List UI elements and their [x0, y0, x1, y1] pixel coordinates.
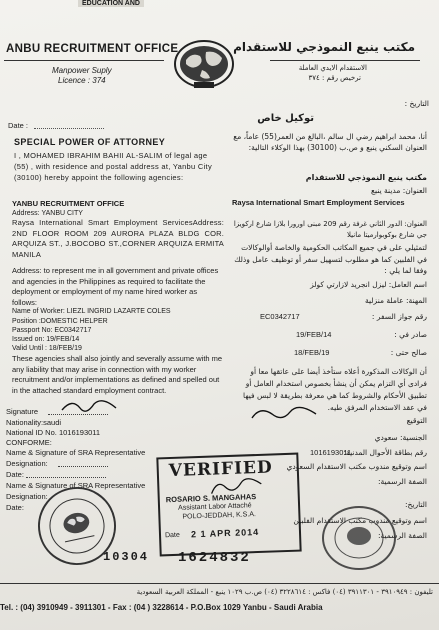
- verifier-signature: [209, 476, 270, 503]
- passport-valid: Valid Until : 18/FEB/19: [12, 345, 82, 352]
- poa-para3: These agencies shall also jointly and severally assume with me any liability that may arise in connection with my worker recruitment and/or implementations as defined and spelled out in the attached standard employment contract.: [12, 354, 223, 395]
- ar-sub2: ترخيص رقم : ٣٧٤: [308, 74, 361, 82]
- company-name-en: ANBU RECRUITMENT OFFICE: [6, 43, 179, 55]
- verifier-name: ROSARIO S. MANGAHAS: [165, 492, 257, 505]
- designation-label: Designation:: [6, 459, 48, 468]
- rep-label-ar-2: اسم وتوقيع مندوب مكتب الاستقدام الفلبين: [293, 516, 427, 525]
- position-label-ar-2: الصفة الرسمية:: [377, 531, 427, 540]
- verified-date: 2 1 APR 2014: [190, 526, 260, 540]
- poa-para2-ar: لتمثيلي على في جميع المكاتب الحكومية والخاصة أوالوكالات في الفلبين كما هو مطلوب لتسهيل سفر أو توظيف عامل وذلك وفقا لما يلي :: [234, 243, 427, 275]
- verified-date-label: Date: [164, 531, 180, 540]
- top-fragment: EDUCATION AND: [78, 0, 144, 7]
- footer-en: Tel. : (04) 3910949 - 3911301 - Fax : (04 ) 3228614 - P.O.Box 1029 Yanbu - Saudi Arabia: [0, 603, 323, 612]
- passport-value-ar: EC0342717: [260, 312, 300, 321]
- poa-intro-ar: أنا، محمد ابراهيم رضي ال سالم ،البالغ من العمر(55) عاماً، مع العنوان السكني ينبع و ص.ب (30100) بهذا الوكلاء التالية:: [233, 132, 427, 152]
- national-id-label-ar: رقم بطاقة الأحوال المدنية:: [343, 448, 427, 457]
- national-id-value-ar: 1016193011: [310, 448, 352, 457]
- doc-number-right: 1624832: [178, 550, 251, 566]
- ar-sub1: الاستقدام الايدي العاملة: [298, 64, 367, 72]
- passport-issued: Issued on: 19/FEB/14: [12, 336, 80, 343]
- worker-name-ar: اسم العامل: ليزل انجريد لازارتي كولز: [310, 280, 427, 289]
- issued-label-ar: صادر في :: [394, 330, 427, 339]
- poa-para2: Address: to represent me in all government and private offices and agencies in the Philippines as required to facilitate the deployment or employment of my name hired worker as follows:: [12, 266, 219, 307]
- company-name-ar: مكتب ينبع النموذجي للاستقدام: [233, 40, 415, 54]
- address-ar: العنوان: مدينة ينبع: [371, 186, 427, 195]
- date-label-en: Date :: [8, 121, 29, 130]
- signature-label-en: Signature: [6, 407, 39, 416]
- passport-no: Passport No: EC0342717: [12, 327, 92, 334]
- job-ar: المهنة: عاملة منزلية: [364, 296, 427, 305]
- date-label-en-2: Date:: [6, 470, 24, 479]
- nationality-ar: الجنسية: سعودي: [374, 433, 427, 442]
- worker-name: Name of Worker: LIEZL INGRID LAZARTE COLES: [12, 308, 171, 315]
- date-label-en-3: Date:: [6, 503, 24, 512]
- raysa-en-in-ar-col: Raysa International Smart Employment Services: [232, 198, 405, 207]
- conforme-label: CONFORME:: [6, 438, 52, 447]
- valid-value-ar: 18/FEB/19: [294, 348, 330, 357]
- passport-label-ar: رقم جواز السفر :: [371, 312, 427, 321]
- date-label-ar-2: التاريخ:: [405, 500, 427, 509]
- manpower-line2: Licence : 374: [58, 76, 106, 85]
- agency-address: Address: YANBU CITY: [12, 210, 83, 217]
- office-name-ar: مكتب ينبع النموذجي للاستقدام: [305, 173, 427, 182]
- verifier-place: POLO-JEDDAH, K.S.A.: [182, 511, 257, 521]
- verified-stamp: [156, 453, 301, 557]
- worker-position: Position :DOMESTIC HELPER: [12, 318, 108, 325]
- signature-mark-ar: [250, 404, 320, 429]
- poa-para3-ar: أن الوكالات المذكورة أعلاه ستأخذ أيضا على عاتقها معا أو فرادى أي التزام يمكن أن ينشأ بخصوص استخدام العامل أو تطبيق الأحكام والشروط كما هي معرفة بطريقة لا لبس فيها في عقد الاستخدام المرفق طيه.: [243, 367, 427, 412]
- verified-title: VERIFIED: [168, 457, 274, 482]
- raysa-agency: Raysa International Smart Employment ServicesAddress: 2ND FLOOR ROOM 209 AURORA PLAZA BLDG COR. ARQUIZA ST., J.BOCOBO ST.,CORNER ARQUIZA ERMITA MANILA: [12, 218, 224, 259]
- doc-number-left: 10304: [103, 550, 150, 564]
- valid-label-ar: صالح حتى :: [390, 348, 427, 357]
- rep-label-ar: اسم وتوقيع مندوب مكتب الاستقدام السعودي: [286, 462, 427, 471]
- position-label-ar: الصفة الرسمية:: [377, 477, 427, 486]
- nationality-en: Nationality:saudi: [6, 418, 62, 427]
- date-label-ar: التاريخ :: [404, 99, 429, 108]
- manpower-line1: Manpower Suply: [52, 66, 112, 75]
- designation-label-2: Designation:: [6, 492, 48, 501]
- company-logo-icon: [172, 38, 236, 90]
- issued-value-ar: 19/FEB/14: [296, 330, 332, 339]
- verifier-role: Assistant Labor Attaché: [177, 502, 252, 512]
- agency-name: YANBU RECRUITMENT OFFICE: [12, 199, 125, 208]
- poa-title-ar: توكيل خاص: [257, 113, 314, 124]
- sra-rep-label-2: Name & Signature of SRA Representative: [6, 481, 146, 490]
- national-id-en: National ID No. 1016193011: [6, 428, 101, 437]
- poa-intro: I , MOHAMED IBRAHIM BAHII AL-SALIM of legal age (55) , with residence and postal address at, Yanbu City (30100) hereby appoint the following agencies:: [14, 151, 212, 182]
- right-office-stamp: [322, 506, 396, 570]
- footer-ar: تليفون : ٣٩١٠٩٤٩ - ٣٩١١٣٠١ (٠٤) فاكس : ٣٢٢٨٦١٤ (٠٤) ص.ب ١٠٢٩ ينبع - المملكة العربية السعودية: [136, 588, 433, 596]
- sra-rep-label: Name & Signature of SRA Representative: [6, 448, 146, 457]
- signature-mark: [60, 398, 120, 421]
- poa-title: SPECIAL POWER OF ATTORNEY: [14, 137, 166, 147]
- raysa-address-ar: العنوان: الدور الثاني غرفة رقم 209 مبنى اورورا بلازا شارع اركويزا جي شارع بوكوبوارميتا مانيلا: [233, 220, 427, 239]
- signature-label-ar: التوقيع: [406, 416, 427, 425]
